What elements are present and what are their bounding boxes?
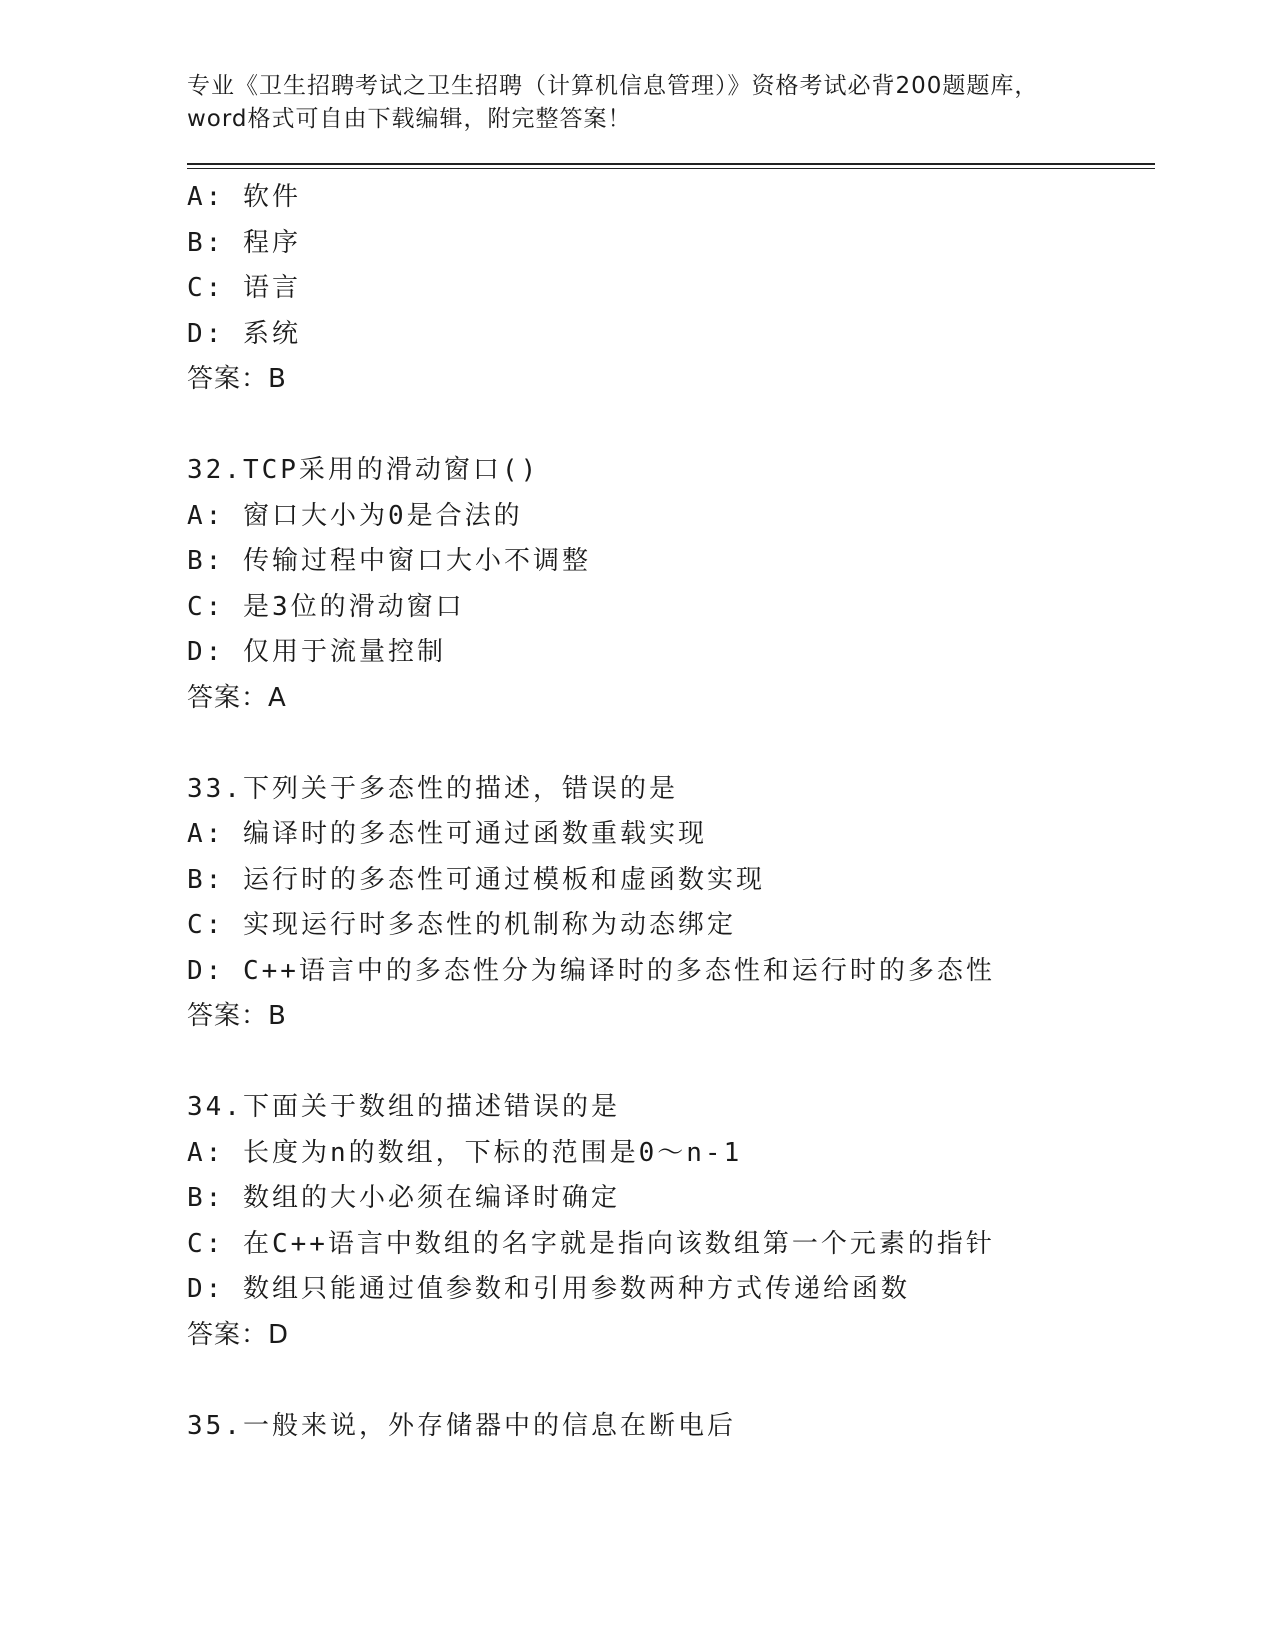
- option-c: C: 实现运行时多态性的机制称为动态绑定: [187, 910, 736, 940]
- question-35-block: [187, 1404, 1157, 1450]
- answer: 答案：A: [187, 682, 287, 713]
- spacer: [187, 721, 1157, 767]
- question-33-block: [187, 767, 1157, 1040]
- option-d: D: 系统: [187, 318, 301, 349]
- spacer: [187, 1040, 1157, 1086]
- document-title-line-1: 专业《卫生招聘考试之卫生招聘（计算机信息管理）》资格考试必背200题题库，: [187, 73, 1039, 99]
- document-page: [187, 70, 1157, 1449]
- question-text: 34.下面关于数组的描述错误的是: [187, 1092, 620, 1122]
- header-divider: [187, 163, 1155, 169]
- option-a: A: 软件: [187, 182, 301, 212]
- question-text: 33.下列关于多态性的描述，错误的是: [187, 773, 678, 804]
- option-d: D: C++语言中的多态性分为编译时的多态性和运行时的多态性: [187, 955, 995, 986]
- option-d: D: 仅用于流量控制: [187, 637, 446, 667]
- option-a: A: 长度为n的数组，下标的范围是0～n-1: [187, 1137, 743, 1168]
- option-b: B: 运行时的多态性可通过模板和虚函数实现: [187, 864, 765, 895]
- question-text: 35.一般来说，外存储器中的信息在断电后: [187, 1410, 736, 1441]
- option-c: C: 是3位的滑动窗口: [187, 591, 465, 622]
- option-d: D: 数组只能通过值参数和引用参数两种方式传递给函数: [187, 1274, 910, 1304]
- question-32-block: [187, 448, 1157, 721]
- option-c: C: 语言: [187, 273, 301, 303]
- option-c: C: 在C++语言中数组的名字就是指向该数组第一个元素的指针: [187, 1228, 995, 1259]
- question-31-block: [187, 175, 1157, 403]
- answer: 答案：B: [187, 364, 287, 394]
- option-b: B: 数组的大小必须在编译时确定: [187, 1183, 620, 1213]
- answer: 答案：D: [187, 1319, 290, 1350]
- answer: 答案：B: [187, 1001, 287, 1031]
- question-34-block: [187, 1085, 1157, 1358]
- spacer: [187, 1358, 1157, 1404]
- option-a: A: 编译时的多态性可通过函数重载实现: [187, 819, 707, 849]
- document-title-line-2: word格式可自由下载编辑，附完整答案！: [187, 106, 632, 132]
- option-b: B: 传输过程中窗口大小不调整: [187, 546, 591, 576]
- spacer: [187, 403, 1157, 449]
- option-a: A: 窗口大小为0是合法的: [187, 500, 523, 531]
- question-text: 32.TCP采用的滑动窗口(): [187, 455, 540, 485]
- option-b: B: 程序: [187, 227, 301, 258]
